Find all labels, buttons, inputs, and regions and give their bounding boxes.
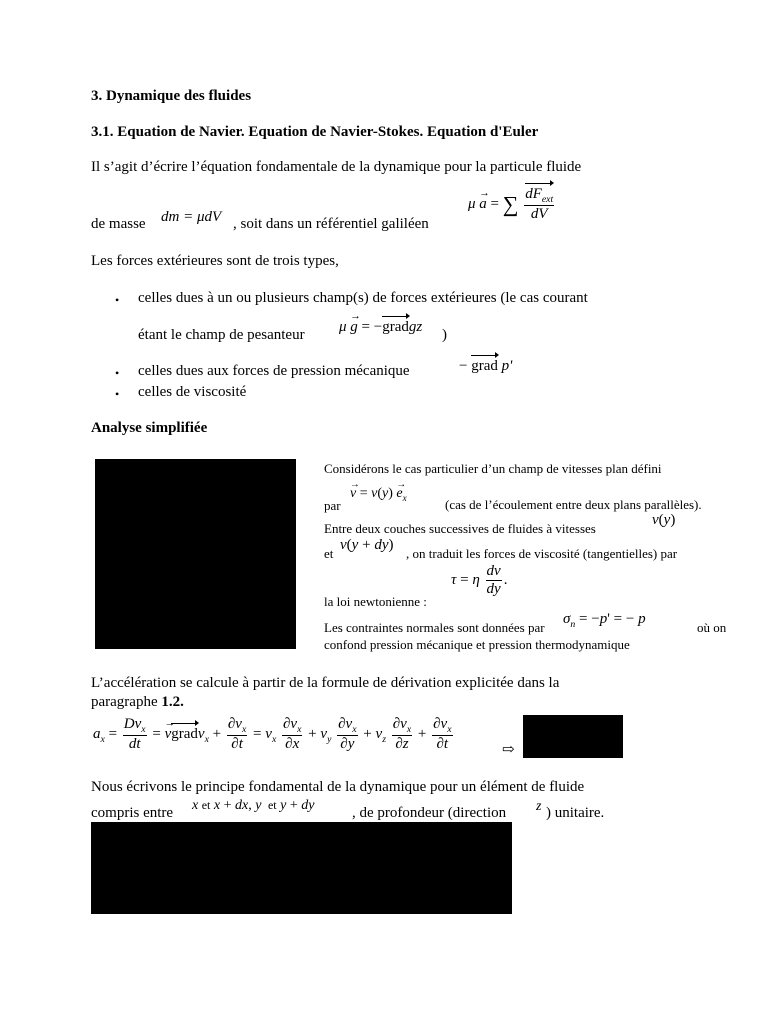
side-line-7: confond pression mécanique et pression thermodynamique (324, 637, 630, 652)
equation-newton: μ → a = ∑ $\frac{dF_{ext}}{dV}$ (468, 186, 556, 223)
pfd-line-2-mid: , de profondeur (direction (352, 805, 507, 821)
subsection-heading: 3.1. Equation de Navier. Equation de Navier-Stokes. Equation d'Euler (91, 124, 539, 140)
equation-vy-dy: v(y + dy) (340, 537, 394, 553)
side-line-2-suffix: (cas de l’écoulement entre deux plans parallèles). (445, 497, 702, 512)
side-line-4-prefix: et (324, 546, 334, 561)
accel-line-2 (91, 694, 184, 711)
bullet-marker: • (115, 366, 120, 380)
equation-velocity-field: → $v = v(y) \to e_x$ (350, 486, 407, 503)
masse-prefix: de masse (91, 216, 146, 232)
section-heading: 3. Dynamique des fluides (91, 88, 252, 104)
side-line-6-suffix: où on (697, 620, 727, 635)
paragraph-intro: Il s’agit d’écrire l’équation fondamentale de la dynamique pour la particule fluide (91, 159, 582, 175)
equation-vy: v(y) (652, 512, 676, 528)
accel-paragraph-ref: 1.2. (161, 694, 184, 710)
equation-pressure: − grad p' (459, 358, 513, 374)
side-line-3: Entre deux couches successives de fluides à vitesses (324, 521, 596, 536)
equation-bounds: x et x + dx, y et y + dy (192, 798, 315, 813)
pfd-line-1: Nous écrivons le principe fondamental de la dynamique pour un élément de fluide (91, 779, 585, 795)
implies-arrow-icon: ⇨ (502, 742, 515, 758)
analyse-heading: Analyse simplifiée (91, 420, 208, 436)
side-line-5: la loi newtonienne : (324, 594, 427, 609)
accel-line-1: L’accélération se calcule à partir de la formule de dérivation explicitée dans la (91, 675, 560, 691)
equation-normal-stress: $\sigma_n = -p'$ = − p (563, 611, 646, 630)
figure-placeholder (95, 459, 296, 649)
masse-mid: , soit dans un référentiel galiléen (233, 216, 429, 232)
bullet-1-close: ) (442, 327, 447, 343)
figure-placeholder-bottom (91, 822, 512, 914)
equation-placeholder (523, 715, 623, 758)
bullet-1-line1: celles dues à un ou plusieurs champ(s) de forces extérieures (le cas courant (138, 290, 588, 306)
accel-line-2-prefix: paragraphe (91, 694, 162, 710)
equation-newtonian-law: τ = η $\frac{dv}{dy}$ . (451, 563, 508, 598)
bullet-1-line2: étant le champ de pesanteur (138, 327, 305, 343)
side-line-1: Considérons le cas particulier d’un champ de vitesses plan défini (324, 461, 662, 476)
side-line-4-suffix: , on traduit les forces de viscosité (tangentielles) par (406, 546, 678, 561)
pfd-line-2-prefix: compris entre (91, 805, 174, 821)
bullet-marker: • (115, 293, 120, 307)
side-line-2-prefix: par (324, 498, 341, 513)
side-line-6-prefix: Les contraintes normales sont données par (324, 620, 545, 635)
bullet-marker: • (115, 387, 120, 401)
equation-gravity: μ → g = −gradgz (339, 319, 422, 336)
forces-intro: Les forces extérieures sont de trois types, (91, 253, 339, 269)
bullet-2: celles dues aux forces de pression mécanique (138, 363, 410, 379)
equation-acceleration: $a_x$ = $\frac{Dv_x}{dt}$ = → vgradv$_x$ + $\frac{\partial v_x}{\partial t}$ = $v_x$ $\frac{\partial v_x}{\partial x}$ + $v_y$ $\frac{\partial v_x}{\partial y}$ + $v_z$ $\frac{\partial v_x}{\partial z}$ + $\frac{\partial v_x}{\partial t}$ (93, 716, 455, 753)
bullet-3: celles de viscosité (138, 384, 247, 400)
equation-z: z (536, 799, 542, 814)
pfd-line-2-suffix: ) unitaire. (546, 805, 605, 821)
equation-dm: dm = μdV (161, 209, 222, 225)
